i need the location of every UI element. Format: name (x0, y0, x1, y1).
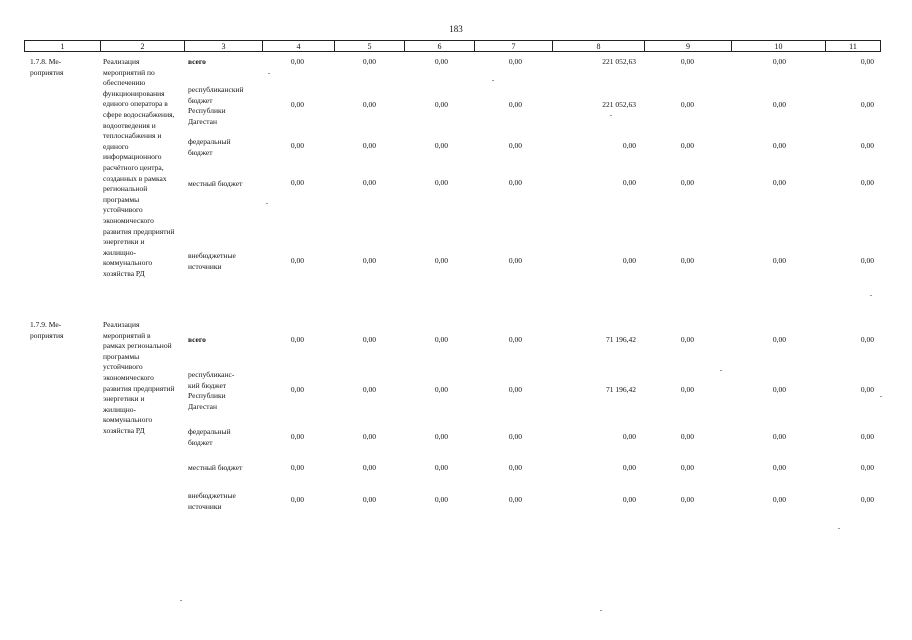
value-cell-col-8: 71 196,42 (606, 385, 636, 394)
value-cell-col-6: 0,00 (434, 463, 448, 472)
header-col-8: 8 (552, 40, 645, 52)
value-cell-col-8: 71 196,42 (606, 335, 636, 344)
header-col-4: 4 (262, 40, 335, 52)
funding-source: бюджет (188, 95, 213, 105)
funding-source: источники (188, 501, 222, 511)
value-cell-col-9: 0,00 (680, 256, 694, 265)
measure-description: рамках региональной (103, 341, 172, 351)
value-cell-col-9: 0,00 (680, 100, 694, 109)
value-cell-col-6: 0,00 (434, 178, 448, 187)
value-cell-col-10: 0,00 (772, 335, 786, 344)
value-cell-col-11: 0,00 (860, 385, 874, 394)
measure-description: программы (103, 194, 140, 204)
value-cell-col-4: 0,00 (290, 178, 304, 187)
scan-speck (600, 610, 602, 611)
value-cell-col-4: 0,00 (290, 141, 304, 150)
value-cell-col-5: 0,00 (362, 385, 376, 394)
measure-description: устойчивого (103, 205, 143, 215)
value-cell-col-9: 0,00 (680, 178, 694, 187)
funding-source: внебюджетные (188, 251, 236, 260)
header-col-6: 6 (404, 40, 475, 52)
value-cell-col-5: 0,00 (362, 335, 376, 344)
value-cell-col-9: 0,00 (680, 335, 694, 344)
value-cell-col-4: 0,00 (290, 432, 304, 441)
value-cell-col-9: 0,00 (680, 385, 694, 394)
value-cell-col-11: 0,00 (860, 141, 874, 150)
value-cell-col-6: 0,00 (434, 141, 448, 150)
measure-description: жилищно- (103, 247, 136, 257)
value-cell-col-6: 0,00 (434, 432, 448, 441)
measure-description: жилищно- (103, 404, 136, 414)
value-cell-col-11: 0,00 (860, 495, 874, 504)
value-cell-col-10: 0,00 (772, 432, 786, 441)
funding-source: республиканский (188, 85, 244, 94)
value-cell-col-4: 0,00 (290, 335, 304, 344)
value-cell-col-6: 0,00 (434, 256, 448, 265)
scan-speck (180, 600, 182, 601)
value-cell-col-4: 0,00 (290, 495, 304, 504)
value-cell-col-11: 0,00 (860, 57, 874, 66)
value-cell-col-8: 0,00 (622, 256, 636, 265)
measure-description: обеспечению (103, 78, 146, 88)
measure-description: мероприятий по (103, 67, 155, 77)
value-cell-col-4: 0,00 (290, 463, 304, 472)
measure-code: роприятия (30, 330, 64, 340)
measure-description: мероприятий в (103, 330, 151, 340)
header-col-5: 5 (334, 40, 405, 52)
value-cell-col-11: 0,00 (860, 463, 874, 472)
value-cell-col-7: 0,00 (508, 100, 522, 109)
value-cell-col-10: 0,00 (772, 100, 786, 109)
value-cell-col-10: 0,00 (772, 463, 786, 472)
value-cell-col-8: 0,00 (622, 178, 636, 187)
value-cell-col-10: 0,00 (772, 57, 786, 66)
scan-speck (870, 295, 872, 296)
value-cell-col-9: 0,00 (680, 495, 694, 504)
value-cell-col-9: 0,00 (680, 463, 694, 472)
scan-speck (720, 370, 722, 371)
measure-description: единого оператора в (103, 99, 168, 109)
measure-code: 1.7.8. Ме- (30, 57, 62, 66)
funding-source: всего (188, 57, 206, 66)
funding-source: кий бюджет (188, 380, 227, 390)
funding-source: республиканс- (188, 370, 235, 379)
value-cell-col-7: 0,00 (508, 256, 522, 265)
value-cell-col-8: 221 052,63 (602, 100, 636, 109)
scan-speck (880, 396, 882, 397)
funding-source: федеральный (188, 137, 231, 146)
value-cell-col-5: 0,00 (362, 495, 376, 504)
funding-source: внебюджетные (188, 491, 236, 500)
measure-description: экономического (103, 216, 154, 225)
measure-description: единого (103, 141, 129, 151)
measure-description: программы (103, 351, 140, 361)
value-cell-col-7: 0,00 (508, 463, 522, 472)
value-cell-col-9: 0,00 (680, 57, 694, 66)
scan-speck (838, 528, 840, 529)
value-cell-col-6: 0,00 (434, 335, 448, 344)
value-cell-col-6: 0,00 (434, 57, 448, 66)
scan-speck (268, 73, 270, 74)
scan-speck (610, 115, 612, 116)
value-cell-col-6: 0,00 (434, 100, 448, 109)
scan-speck (266, 203, 268, 204)
header-col-9: 9 (644, 40, 732, 52)
funding-source: бюджет (188, 437, 213, 447)
page-number: 183 (449, 24, 463, 34)
measure-description: коммунального (103, 258, 153, 268)
measure-description: расчётного центра, (103, 163, 164, 172)
measure-description: энергетики и (103, 237, 145, 247)
funding-source: Республики (188, 391, 226, 401)
measure-description: Реализация (103, 57, 140, 66)
value-cell-col-5: 0,00 (362, 100, 376, 109)
value-cell-col-11: 0,00 (860, 100, 874, 109)
value-cell-col-7: 0,00 (508, 495, 522, 504)
scan-speck (492, 80, 494, 81)
value-cell-col-5: 0,00 (362, 57, 376, 66)
measure-description: хозяйства РД (103, 426, 145, 435)
measure-description: сфере водоснабжения, (103, 110, 175, 119)
measure-description: экономического (103, 373, 154, 382)
value-cell-col-4: 0,00 (290, 100, 304, 109)
value-cell-col-5: 0,00 (362, 256, 376, 265)
funding-source: источники (188, 261, 222, 271)
value-cell-col-5: 0,00 (362, 432, 376, 441)
funding-source: федеральный (188, 427, 231, 436)
header-col-7: 7 (474, 40, 553, 52)
funding-source: Республики (188, 106, 226, 116)
value-cell-col-4: 0,00 (290, 385, 304, 394)
value-cell-col-11: 0,00 (860, 256, 874, 265)
header-col-2: 2 (100, 40, 185, 52)
header-col-11: 11 (825, 40, 881, 52)
value-cell-col-6: 0,00 (434, 495, 448, 504)
value-cell-col-8: 0,00 (622, 463, 636, 472)
value-cell-col-7: 0,00 (508, 385, 522, 394)
measure-description: хозяйства РД (103, 269, 145, 278)
value-cell-col-4: 0,00 (290, 57, 304, 66)
value-cell-col-5: 0,00 (362, 141, 376, 150)
measure-description: развития предприятий (103, 383, 175, 393)
value-cell-col-7: 0,00 (508, 335, 522, 344)
header-col-1: 1 (24, 40, 101, 52)
value-cell-col-11: 0,00 (860, 178, 874, 187)
measure-description: развития предприятий (103, 226, 175, 236)
value-cell-col-9: 0,00 (680, 141, 694, 150)
measure-description: энергетики и (103, 394, 145, 404)
value-cell-col-6: 0,00 (434, 385, 448, 394)
value-cell-col-7: 0,00 (508, 432, 522, 441)
value-cell-col-8: 221 052,63 (602, 57, 636, 66)
funding-source: бюджет (188, 147, 213, 157)
value-cell-col-10: 0,00 (772, 495, 786, 504)
measure-code: роприятия (30, 67, 64, 77)
value-cell-col-10: 0,00 (772, 256, 786, 265)
value-cell-col-7: 0,00 (508, 141, 522, 150)
value-cell-col-5: 0,00 (362, 178, 376, 187)
measure-description: коммунального (103, 415, 153, 425)
value-cell-col-10: 0,00 (772, 385, 786, 394)
funding-source: Дагестан (188, 401, 217, 411)
value-cell-col-8: 0,00 (622, 495, 636, 504)
funding-source: местный бюджет (188, 179, 243, 188)
measure-description: функционирования (103, 88, 165, 98)
header-col-3: 3 (184, 40, 263, 52)
header-col-10: 10 (731, 40, 826, 52)
funding-source: местный бюджет (188, 463, 243, 472)
measure-description: устойчивого (103, 362, 143, 372)
value-cell-col-10: 0,00 (772, 178, 786, 187)
value-cell-col-11: 0,00 (860, 432, 874, 441)
measure-description: Реализация (103, 320, 140, 329)
measure-code: 1.7.9. Ме- (30, 320, 62, 329)
measure-description: информационного (103, 152, 162, 162)
measure-description: региональной (103, 184, 148, 194)
value-cell-col-11: 0,00 (860, 335, 874, 344)
value-cell-col-8: 0,00 (622, 141, 636, 150)
funding-source: всего (188, 335, 206, 344)
value-cell-col-7: 0,00 (508, 178, 522, 187)
measure-description: водоотведения и (103, 120, 156, 130)
funding-source: Дагестан (188, 116, 217, 126)
measure-description: теплоснабжения и (103, 131, 162, 141)
measure-description: созданных в рамках (103, 173, 167, 183)
value-cell-col-5: 0,00 (362, 463, 376, 472)
value-cell-col-4: 0,00 (290, 256, 304, 265)
value-cell-col-10: 0,00 (772, 141, 786, 150)
value-cell-col-7: 0,00 (508, 57, 522, 66)
value-cell-col-9: 0,00 (680, 432, 694, 441)
value-cell-col-8: 0,00 (622, 432, 636, 441)
